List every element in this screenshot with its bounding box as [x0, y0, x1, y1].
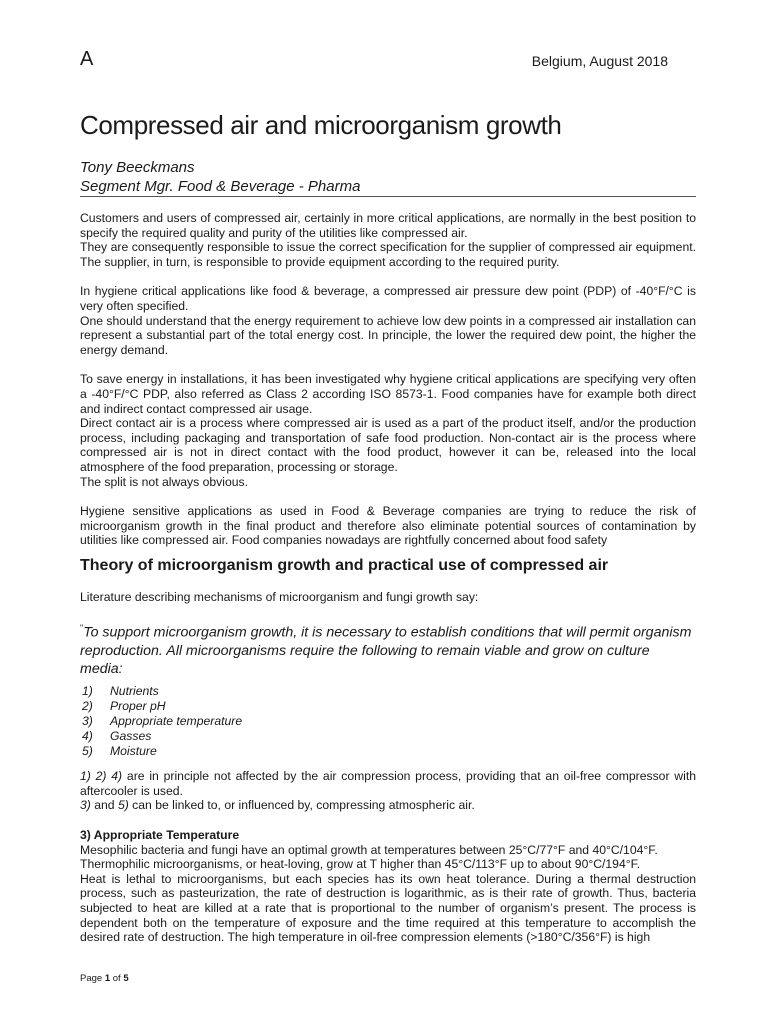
- list-item-text: Proper pH: [110, 699, 166, 714]
- requirements-list: [80, 684, 696, 759]
- page-footer: [80, 973, 129, 984]
- paragraph: Hygiene sensitive applications as used in Food & Beverage companies are trying to reduce the risk of microorganism growth in the final product and therefore also eliminate potential sources of contamination by utilities like compressed air. Food companies nowadays are rightfully concerned about food safety: [80, 504, 696, 548]
- list-item-text: Moisture: [110, 744, 157, 759]
- header-date: Belgium, August 2018: [531, 53, 668, 69]
- footer-page-number: 1: [104, 973, 111, 984]
- paragraph: Direct contact air is a process where compressed air is used as a part of the product itself, and/or the production process, including packaging and transportation of safe food production. Non-contact air is the process where compressed air is not in direct contact with the food product, however it can be, released into the local atmosphere of the food preparation, processing or storage.: [80, 416, 696, 474]
- document-body: [80, 211, 696, 945]
- paragraph: They are consequently responsible to issue the correct specification for the supplier of compressed air equipment. The supplier, in turn, is responsible to provide equipment according to the required purity.: [80, 240, 696, 269]
- list-item: [80, 699, 696, 714]
- connector-text: and: [90, 798, 118, 813]
- list-item-number: 4): [82, 729, 93, 744]
- author-name: Tony Beeckmans: [80, 159, 195, 176]
- paragraph: Mesophilic bacteria and fungi have an optimal growth at temperatures between 25°C/77°F and 40°C/104°F.: [80, 842, 658, 857]
- reference-numbers: 1) 2) 4): [80, 769, 123, 784]
- subsection-heading: 3) Appropriate Temperature: [80, 827, 240, 842]
- paragraph: [80, 798, 696, 813]
- list-item-number: 3): [82, 714, 93, 729]
- paragraph: The split is not always obvious.: [80, 474, 248, 489]
- list-item-text: Appropriate temperature: [110, 714, 243, 729]
- list-item-text: Nutrients: [110, 684, 159, 699]
- list-item-number: 5): [82, 744, 93, 759]
- reference-number: 3): [80, 798, 91, 813]
- quote: [80, 619, 696, 678]
- footer-of-word: of: [112, 973, 121, 984]
- paragraph: In hygiene critical applications like food & beverage, a compressed air pressure dew point (PDP) of -40°F/°C is very often specified.: [80, 284, 696, 313]
- quote-mark: ": [80, 623, 84, 634]
- paragraph: One should understand that the energy requirement to achieve low dew points in a compressed air installation can represent a substantial part of the total energy cost. In principle, the lower the required dew point, the higher the energy demand.: [80, 313, 696, 357]
- list-item: [80, 684, 696, 699]
- list-item-number: 1): [82, 684, 93, 699]
- reference-number: 5): [117, 798, 129, 813]
- paragraph: [80, 769, 696, 798]
- paragraph: Heat is lethal to microorganisms, but each species has its own heat tolerance. During a thermal destruction process, such as pasteurization, the rate of destruction is logarithmic, as is their rate of growth. Thus, bacteria subjected to heat are killed at a rate that is proportional to the number of organism’s present. The process is dependent both on the temperature of exposure and the time required at this temperature to accomplish the desired rate of destruction. The high temperature in oil-free compression elements (>180°C/356°F) is high: [80, 871, 696, 945]
- quote-text: To support microorganism growth, it is necessary to establish conditions that will permit organism reproduction. All microorganisms require the following to remain viable and grow on culture media:: [80, 625, 692, 678]
- paragraph: Customers and users of compressed air, certainly in more critical applications, are normally in the best position to specify the required quality and purity of the utilities like compressed air.: [80, 211, 696, 240]
- paragraph-text: can be linked to, or influenced by, compressing atmospheric air.: [128, 798, 475, 813]
- list-item: [80, 729, 696, 744]
- paragraph: Literature describing mechanisms of microorganism and fungi growth say:: [80, 589, 479, 604]
- header-letter: A: [80, 48, 94, 70]
- section-heading: Theory of microorganism growth and practical use of compressed air: [80, 556, 609, 574]
- document-title: Compressed air and microorganism growth: [80, 110, 562, 140]
- list-item-number: 2): [82, 699, 93, 714]
- title-divider: [80, 196, 696, 197]
- paragraph: To save energy in installations, it has been investigated why hygiene critical applications are specifying very often a -40°F/°C PDP, also referred as Class 2 according ISO 8573-1. Food companies have for example both direct and indirect contact compressed air usage.: [80, 372, 696, 416]
- paragraph-text: are in principle not affected by the air compression process, providing that an oil-free compressor with aftercooler is used.: [80, 769, 696, 798]
- author-role: Segment Mgr. Food & Beverage - Pharma: [80, 178, 361, 195]
- paragraph: Thermophilic microorganisms, or heat-loving, grow at T higher than 45°C/113°F up to about 90°C/194°F.: [80, 857, 641, 872]
- list-item: [80, 714, 696, 729]
- footer-page-word: Page: [80, 973, 103, 984]
- list-item-text: Gasses: [110, 729, 152, 744]
- footer-page-total: 5: [123, 973, 129, 984]
- author-block: [80, 158, 696, 196]
- list-item: [80, 744, 696, 759]
